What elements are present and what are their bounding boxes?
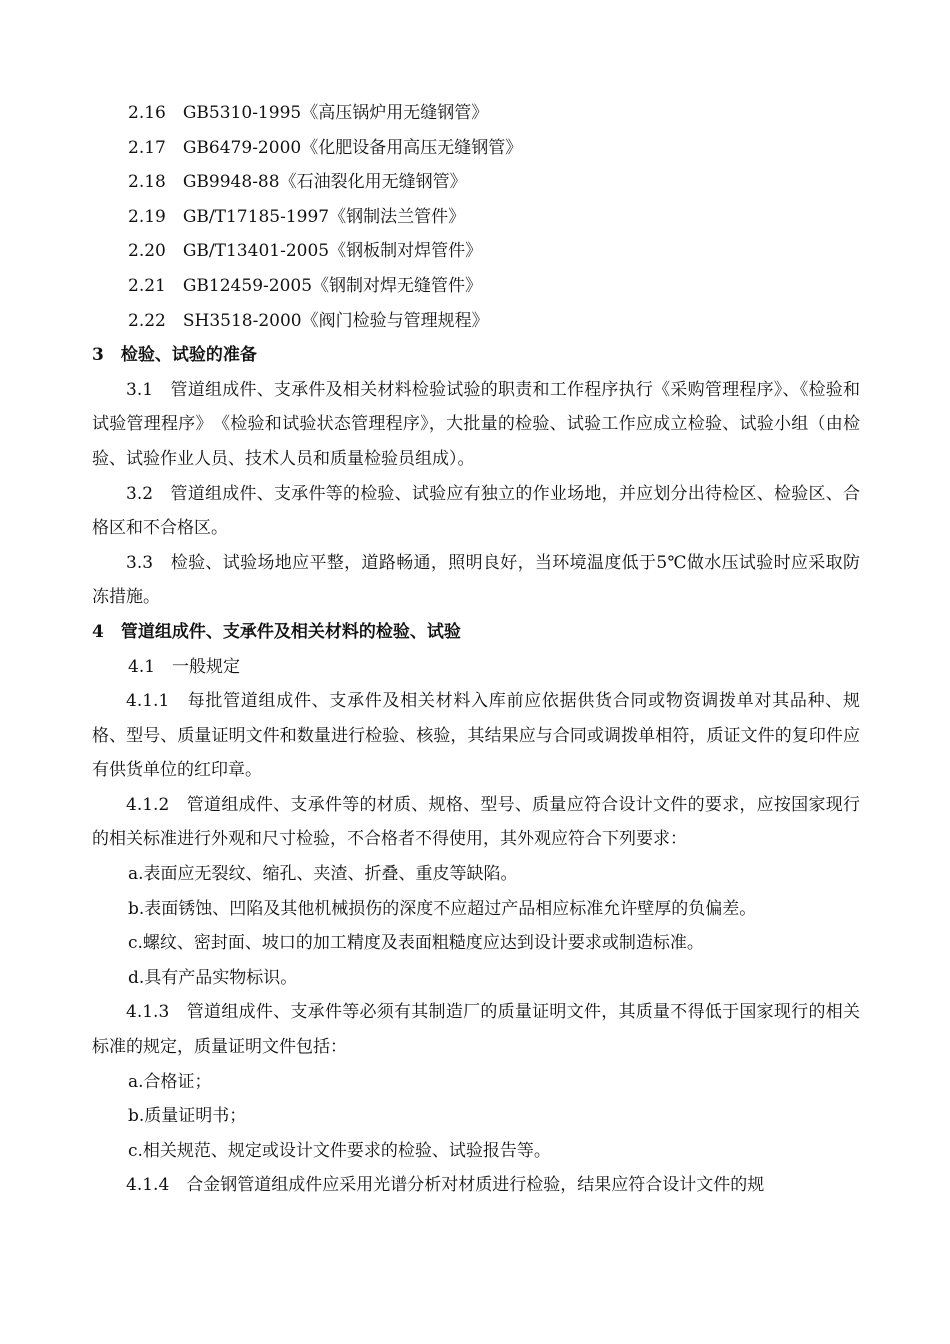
- list-item-4-1-2-d: d.具有产品实物标识。: [128, 967, 298, 988]
- list-item-4-1-2-c: c.螺纹、密封面、坡口的加工精度及表面粗糙度应达到设计要求或制造标准。: [128, 933, 704, 954]
- paragraph-4-1-2: 4.1.2 管道组成件、支承件等的材质、规格、型号、质量应符合设计文件的要求，应按国家现行的相关标准进行外观和尺寸检验，不合格者不得使用，其外观应符合下列要求：: [92, 794, 860, 850]
- paragraph-3-1: 3.1 管道组成件、支承件及相关材料检验试验的职责和工作程序执行《采购管理程序》、《检验和试验管理程序》 《检验和试验状态管理程序》，大批量的检验、试验工作应成立检验、试验小组（由检验、试验作业人员、技术人员和质量检验员组成）。: [92, 379, 860, 469]
- reference-item-2-20: 2.20 GB/T13401-2005《钢板制对焊管件》: [128, 241, 483, 262]
- list-item-4-1-2-b: b.表面锈蚀、凹陷及其他机械损伤的深度不应超过产品相应标准允许壁厚的负偏差。: [128, 898, 757, 919]
- paragraph-3-3: 3.3 检验、试验场地应平整，道路畅通，照明良好，当环境温度低于5℃做水压试验时应采取防冻措施。: [92, 552, 860, 608]
- reference-item-2-22: 2.22 SH3518-2000《阀门检验与管理规程》: [128, 310, 489, 331]
- document-body: [92, 96, 860, 1203]
- reference-item-2-19: 2.19 GB/T17185-1997《钢制法兰管件》: [128, 206, 466, 227]
- paragraph-3-2: 3.2 管道组成件、支承件等的检验、试验应有独立的作业场地，并应划分出待检区、检验区、合格区和不合格区。: [92, 483, 860, 539]
- reference-item-2-21: 2.21 GB12459-2005《钢制对焊无缝管件》: [128, 275, 483, 296]
- list-item-4-1-3-a: a.合格证；: [128, 1071, 212, 1092]
- reference-item-2-16: 2.16 GB5310-1995《高压锅炉用无缝钢管》: [128, 103, 489, 123]
- list-item-4-1-2-a: a.表面应无裂纹、缩孔、夹渣、折叠、重皮等缺陷。: [128, 864, 518, 885]
- paragraph-4-1-4: 4.1.4 合金钢管道组成件应采用光谱分析对材质进行检验，结果应符合设计文件的规: [126, 1175, 765, 1196]
- reference-item-2-18: 2.18 GB9948-88《石油裂化用无缝钢管》: [128, 172, 467, 193]
- reference-item-2-17: 2.17 GB6479-2000《化肥设备用高压无缝钢管》: [128, 137, 523, 158]
- list-item-4-1-3-b: b.质量证明书；: [128, 1106, 247, 1127]
- list-item-4-1-3-c: c.相关规范、规定或设计文件要求的检验、试验报告等。: [128, 1140, 551, 1161]
- section-3-heading: 3 检验、试验的准备: [92, 345, 257, 366]
- subsection-4-1-heading: 4.1 一般规定: [128, 656, 241, 677]
- section-4-heading: 4 管道组成件、支承件及相关材料的检验、试验: [92, 621, 461, 642]
- paragraph-4-1-3: 4.1.3 管道组成件、支承件等必须有其制造厂的质量证明文件，其质量不得低于国家现行的相关标准的规定，质量证明文件包括：: [92, 1002, 860, 1058]
- paragraph-4-1-1: 4.1.1 每批管道组成件、支承件及相关材料入库前应依据供货合同或物资调拨单对其品种、规格、型号、质量证明文件和数量进行检验、核验，其结果应与合同或调拨单相符，质证文件的复印件应有供货单位的红印章。: [92, 691, 860, 781]
